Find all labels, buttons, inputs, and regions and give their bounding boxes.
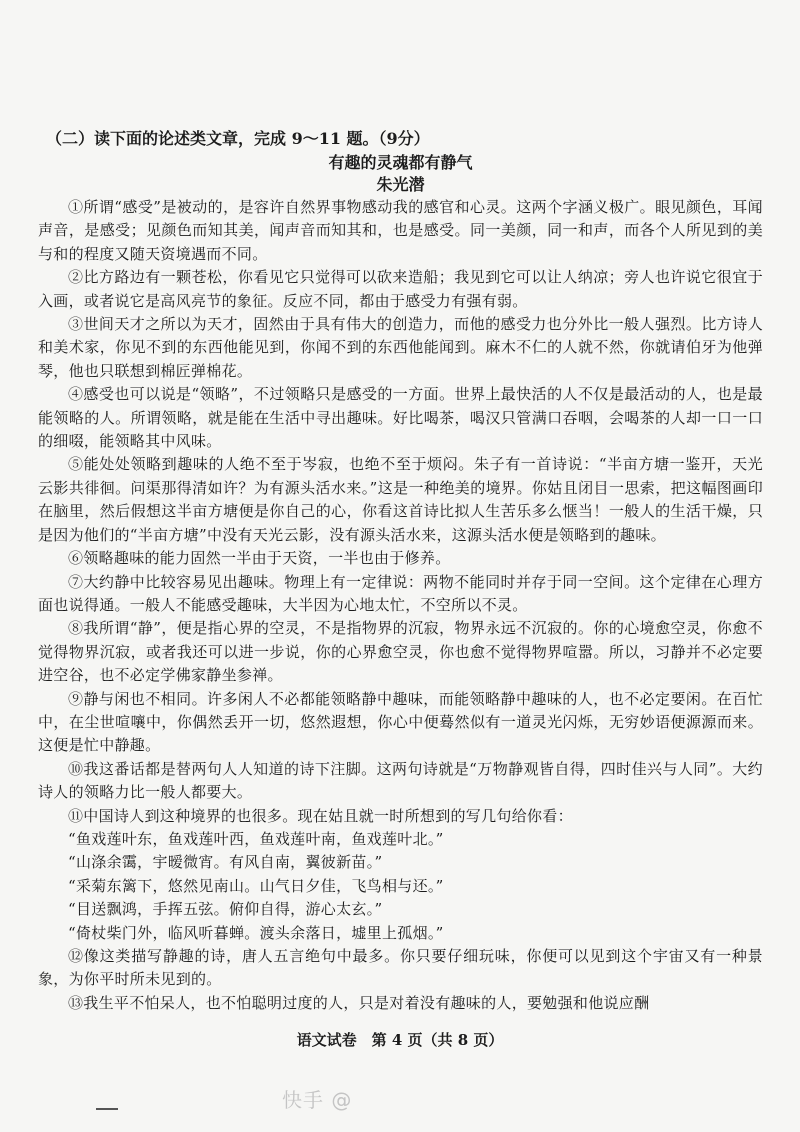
paragraph-3: ③世间天才之所以为天才，固然由于具有伟大的创造力，而他的感受力也分外比一般人强烈。比方诗人和美术家，你见不到的东西他能见到，你闻不到的东西他能闻到。麻木不仁的人就不然，你就请伯牙为他弹琴，他也只联想到棉匠弹棉花。	[38, 315, 763, 380]
section-heading: （二）读下面的论述类文章，完成 9～11 题。（9分）	[46, 129, 430, 148]
paragraph-1: ①所谓“感受”是被动的，是容许自然界事物感动我的感官和心灵。这两个字涵义极广。眼见颜色，耳闻声音，是感受；见颜色而知其美，闻声音而知其和，也是感受。同一美颜，同一和声，而各个人所见到的美与和的程度又随天资境遇而不同。	[38, 198, 763, 263]
poem-line: “鱼戏莲叶东，鱼戏莲叶西，鱼戏莲叶南，鱼戏莲叶北。”	[68, 829, 444, 848]
paragraph-12: ⑫像这类描写静趣的诗，唐人五言绝句中最多。你只要仔细玩味，你便可以见到这个宇宙又有一种景象，为你平时所未见到的。	[38, 947, 763, 989]
page-footer: 语文试卷 第 4 页（共 8 页）	[296, 1031, 504, 1049]
paragraph-5: ⑤能处处领略到趣味的人绝不至于岑寂，也绝不至于烦闷。朱子有一首诗说：“半亩方塘一鉴开，天光云影共徘徊。问渠那得清如许？为有源头活水来。”这是一种绝美的境界。你姑且闭目一思索，把这幅图画印在脑里，然后假想这半亩方塘便是你自己的心，你看这首诗比拟人生苦乐多么惬当！一般人的生活干燥，只是因为他们的“半亩方塘”中没有天光云影，没有源头活水来，这源头活水便是领略到的趣味。	[38, 455, 763, 544]
poem-line: “目送飘鸿，手挥五弦。俯仰自得，游心太玄。”	[68, 900, 383, 919]
article-title: 有趣的灵魂都有静气	[328, 153, 473, 172]
paragraph-6: ⑥领略趣味的能力固然一半由于天资，一半也由于修养。	[68, 549, 451, 568]
scan-mark	[96, 1108, 118, 1110]
poem-line: “倚杖柴门外，临风听暮蝉。渡头余落日，墟里上孤烟。”	[68, 923, 444, 942]
paragraph-4: ④感受也可以说是“领略”，不过领略只是感受的一方面。世界上最快活的人不仅是最活动的人，也是最能领略的人。所谓领略，就是能在生活中寻出趣味。好比喝茶，喝汉只管满口吞咽，会喝茶的人却一口一口的细啜，能领略其中风味。	[38, 385, 763, 451]
paragraph-8: ⑧我所谓“静”，便是指心界的空灵，不是指物界的沉寂，物界永远不沉寂的。你的心境愈空灵，你愈不觉得物界沉寂，或者我还可以进一步说，你的心界愈空灵，你也愈不觉得物界喧嚣。所以，习静并不必定要进空谷，也不必定学佛家静坐参禅。	[38, 619, 763, 685]
article-content	[38, 128, 763, 1015]
paragraph-13: ⑬我生平不怕呆人，也不怕聪明过度的人，只是对着没有趣味的人，要勉强和他说应酬	[68, 993, 650, 1012]
poem-line: “采菊东篱下，悠然见南山。山气日夕佳，飞鸟相与还。”	[68, 876, 444, 895]
poem-line: “山涤余霭，宇暧微宵。有风自南，翼彼新苗。”	[68, 853, 383, 872]
paragraph-2: ②比方路边有一颗苍松，你看见它只觉得可以砍来造船；我见到它可以让人纳凉；旁人也许说它很宜于入画，或者说它是高风亮节的象征。反应不同，都由于感受力有强有弱。	[38, 268, 763, 310]
paragraph-11: ⑪中国诗人到这种境界的也很多。现在姑且就一时所想到的写几句给你看：	[68, 806, 573, 825]
paragraph-9: ⑨静与闲也不相同。许多闲人不必都能领略静中趣味，而能领略静中趣味的人，也不必定要闲。在百忙中，在尘世喧嚷中，你偶然丢开一切，悠然遐想，你心中便蓦然似有一道灵光闪烁，无穷妙语便源源而来。这便是忙中静趣。	[38, 689, 763, 755]
paragraph-10: ⑩我这番话都是替两句人人知道的诗下注脚。这两句诗就是“万物静观皆自得，四时佳兴与人同”。大约诗人的领略力比一般人都要大。	[38, 759, 763, 802]
kuaishou-watermark: 快手 @	[282, 1088, 353, 1112]
paragraph-7: ⑦大约静中比较容易见出趣味。物理上有一定律说：两物不能同时并存于同一空间。这个定律在心理方面也说得通。一般人不能感受趣味，大半因为心地太忙，不空所以不灵。	[38, 572, 763, 614]
article-author: 朱光潜	[376, 175, 425, 194]
